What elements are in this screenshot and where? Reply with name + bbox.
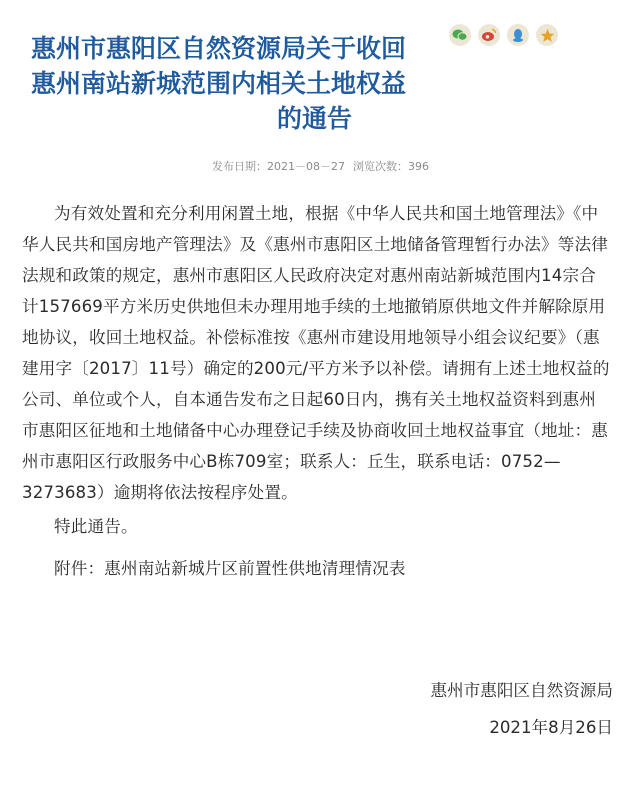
share-bar [449, 24, 558, 46]
article-meta [0, 158, 641, 174]
body-line-9: 州市惠阳区行政服务中心B栋709室；联系人：丘生，联系电话：0752— [22, 452, 561, 471]
wechat-share-button[interactable] [449, 24, 471, 46]
body-line-10: 3273683）逾期将依法按程序处置。 [22, 483, 298, 502]
weibo-share-button[interactable] [478, 24, 500, 46]
signing-date: 2021年8月26日 [489, 718, 613, 737]
body-line-8: 市惠阳区征地和土地储备中心办理登记手续及协商收回土地权益事宜（地址：惠 [22, 421, 609, 440]
view-count: 396 [408, 160, 429, 173]
weibo-icon [481, 28, 497, 42]
qq-icon [511, 28, 525, 43]
body-line-1: 为有效处置和充分利用闲置土地，根据《中华人民共和国土地管理法》《中 [54, 204, 599, 223]
page-title-line-2: 惠州南站新城范围内相关土地权益 [31, 69, 407, 98]
body-line-2: 华人民共和国房地产管理法》及《惠州市惠阳区土地储备管理暂行办法》等法律 [22, 235, 609, 254]
qq-share-button[interactable] [507, 24, 529, 46]
qzone-icon [540, 28, 555, 43]
wechat-icon [452, 28, 468, 42]
closing-text: 特此通告。 [54, 517, 138, 536]
attachment-link[interactable]: 附件：惠州南站新城片区前置性供地清理情况表 [54, 559, 406, 578]
body-line-4: 计157669平方米历史供地但未办理用地手续的土地撤销原供地文件并解除原用 [22, 297, 606, 316]
page-title-line-3: 的通告 [277, 104, 353, 133]
page-title-line-1: 惠州市惠阳区自然资源局关于收回 [31, 34, 407, 63]
view-count-label: 浏览次数： [353, 160, 408, 173]
body-line-5: 地协议，收回土地权益。补偿标准按《惠州市建设用地领导小组会议纪要》（惠 [22, 328, 600, 347]
body-line-3: 法规和政策的规定，惠州市惠阳区人民政府决定对惠州南站新城范围内14宗合 [22, 266, 596, 285]
publish-date: 2021－08－27 [267, 160, 345, 173]
body-line-6: 建用字〔2017〕11号）确定的200元/平方米予以补偿。请拥有上述土地权益的 [22, 359, 610, 378]
body-line-7: 公司、单位或个人，自本通告发布之日起60日内，携有关土地权益资料到惠州 [22, 390, 596, 409]
issuing-authority: 惠州市惠阳区自然资源局 [430, 681, 613, 700]
publish-date-label: 发布日期： [212, 160, 267, 173]
qzone-share-button[interactable] [536, 24, 558, 46]
